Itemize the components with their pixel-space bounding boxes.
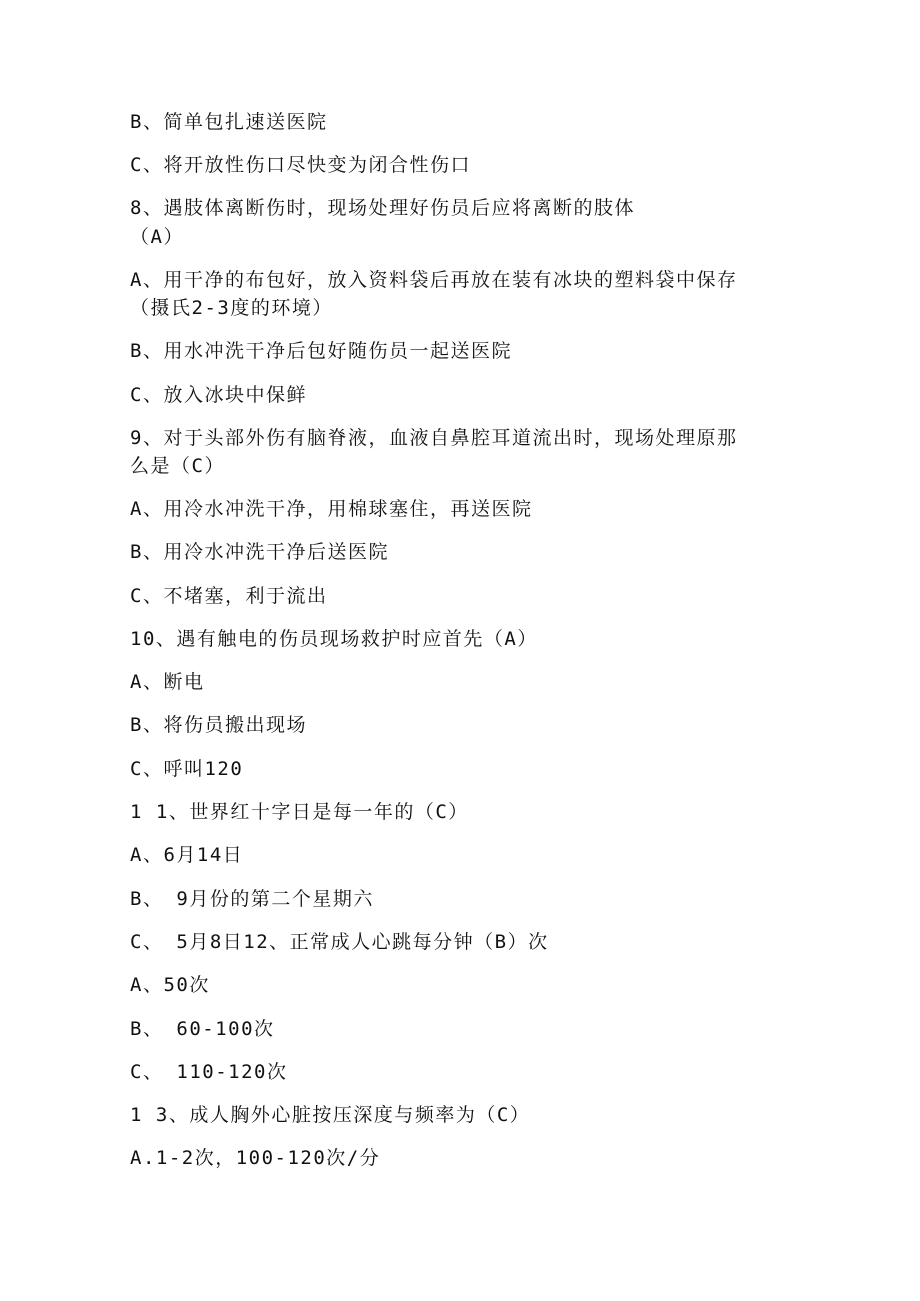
- text-line: 么是（C）: [130, 455, 225, 477]
- text-line: B、 60-100次: [130, 1018, 275, 1040]
- question-11: 1 1、世界红十字日是每一年的（C）: [130, 801, 469, 823]
- question-8: 8、遇肢体离断伤时，现场处理好伤员后应将离断的肢体: [130, 197, 635, 219]
- text-line: B、 9月份的第二个星期六: [130, 888, 374, 910]
- text-line: B、用水冲洗干净后包好随伤员一起送医院: [130, 340, 512, 362]
- text-line: A、断电: [130, 671, 205, 693]
- text-line: （摄氏2-3度的环境）: [130, 297, 333, 319]
- text-line: C、 110-120次: [130, 1061, 288, 1083]
- question-10: 10、遇有触电的伤员现场救护时应首先（A）: [130, 628, 538, 650]
- text-line: A、用干净的布包好，放入资料袋后再放在装有冰块的塑料袋中保存: [130, 269, 738, 291]
- text-line: C、呼叫120: [130, 758, 244, 780]
- text-line: B、用冷水冲洗干净后送医院: [130, 541, 389, 563]
- text-line: A、用冷水冲洗干净，用棉球塞住，再送医院: [130, 498, 533, 520]
- text-line: A、6月14日: [130, 844, 244, 866]
- question-9: 9、对于头部外伤有脑脊液，血液自鼻腔耳道流出时，现场处理原那: [130, 427, 738, 449]
- text-line: （A）: [130, 226, 184, 248]
- question-12: C、 5月8日12、正常成人心跳每分钟（B）次: [130, 931, 549, 953]
- question-13: 1 3、成人胸外心脏按压深度与频率为（C）: [130, 1104, 531, 1126]
- text-line: C、放入冰块中保鲜: [130, 384, 307, 406]
- text-line: B、简单包扎速送医院: [130, 111, 328, 133]
- text-line: A.1-2次，100-120次/分: [130, 1147, 381, 1169]
- text-line: A、50次: [130, 974, 210, 996]
- text-line: C、不堵塞，利于流出: [130, 585, 328, 607]
- text-line: B、将伤员搬出现场: [130, 714, 307, 736]
- text-line: C、将开放性伤口尽快变为闭合性伤口: [130, 154, 471, 176]
